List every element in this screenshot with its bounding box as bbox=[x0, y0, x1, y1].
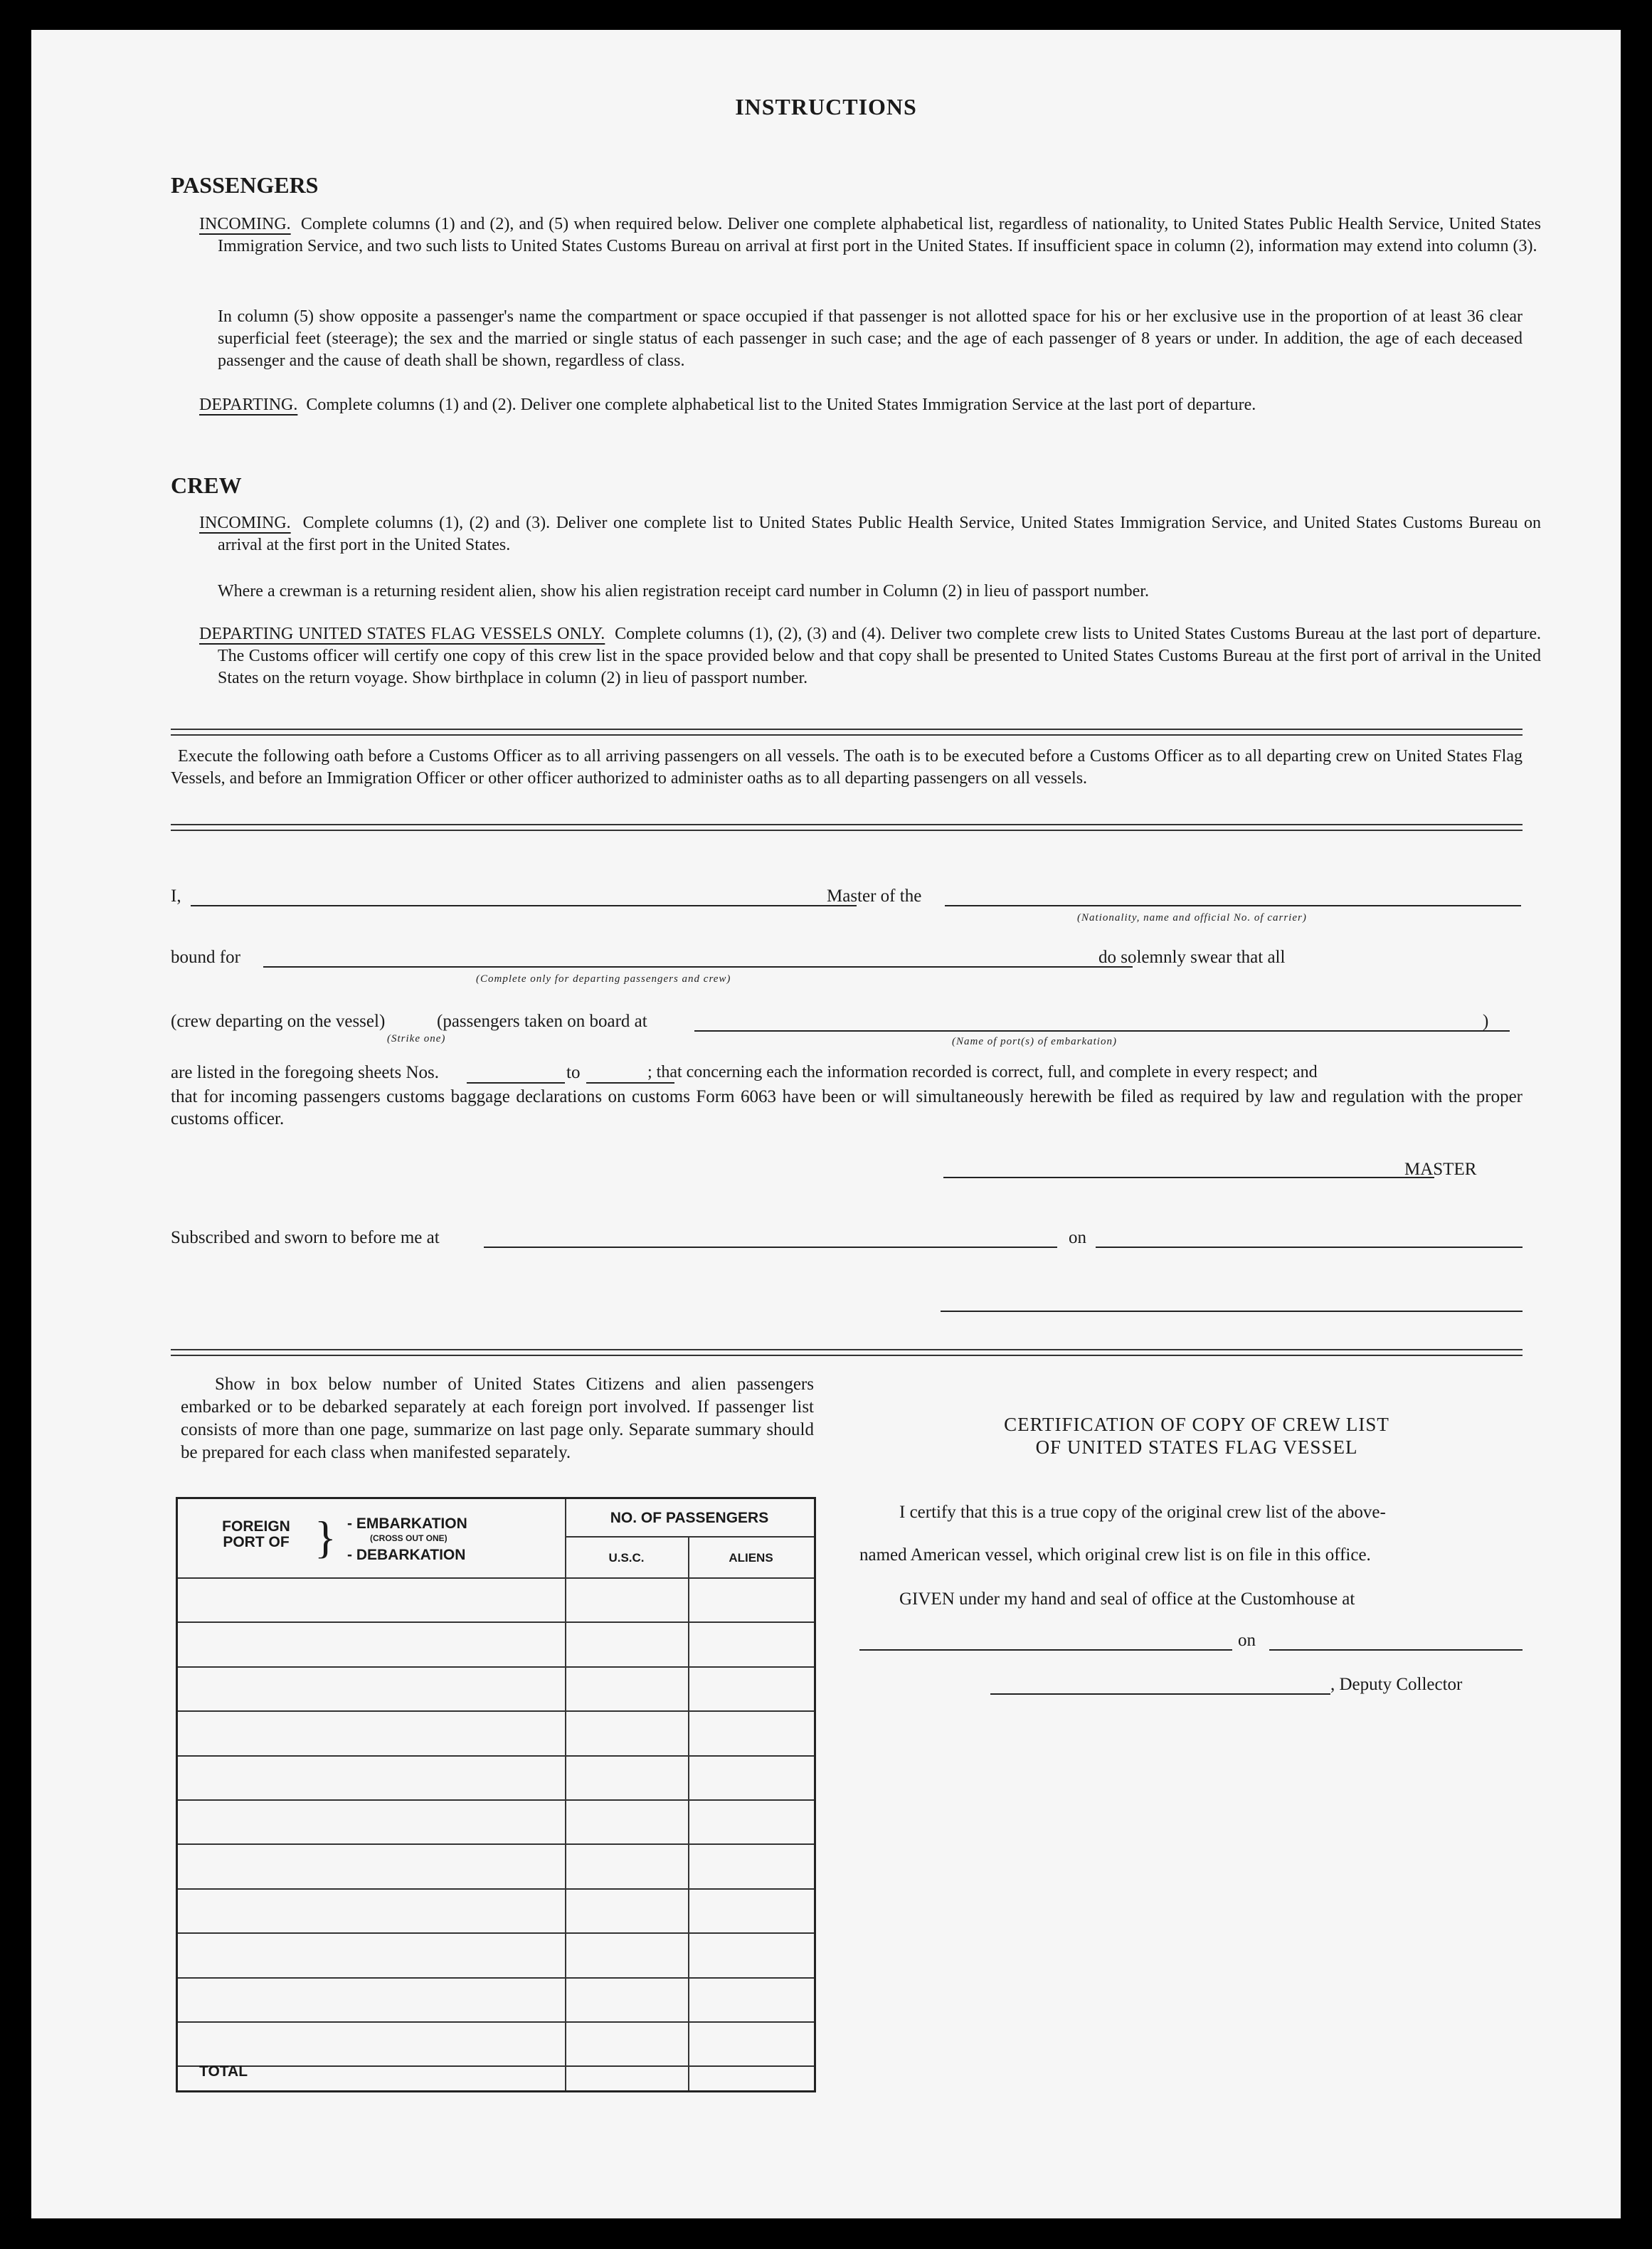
section-divider bbox=[171, 729, 1523, 736]
aliens-header: ALIENS bbox=[729, 1551, 773, 1565]
crew-departing-label: DEPARTING UNITED STATES FLAG VESSELS ONLY. bbox=[199, 625, 605, 643]
passengers-header: NO. OF PASSENGERS bbox=[610, 1510, 769, 1526]
certification-title-line-1: CERTIFICATION OF COPY OF CREW LIST bbox=[1004, 1414, 1389, 1435]
oath-intro: Execute the following oath before a Customs Officer as to all arriving passengers on all vessels. The oath is to be executed before a Customs Officer as to all departing crew on United States Flag Vessels, and before an Immigration Officer or other officer authorized to administer oaths as to all departing passengers on all vessels. bbox=[171, 747, 1523, 788]
deputy-signature-field[interactable] bbox=[990, 1693, 1330, 1695]
oath-listed-line-1 bbox=[171, 1063, 439, 1083]
oath-master-of: Master of the bbox=[827, 887, 922, 906]
oath-on: on bbox=[1069, 1228, 1086, 1247]
passengers-column5-paragraph: In column (5) show opposite a passenger's name the compartment or space occupied if that passenger is not allotted space for his or her exclusive use in the proportion of at least 36 clear superficial feet (steerage); the sex and the married or single status of each passenger in such case; and the age of each passenger of 8 years or under. In addition, the age of each deceased passenger and the cause of death shall be shown, regardless of class. bbox=[218, 307, 1523, 370]
crew-heading: CREW bbox=[171, 472, 242, 498]
embarkation-ports-field[interactable] bbox=[694, 1030, 1510, 1032]
crew-resident-paragraph: Where a crewman is a returning resident alien, show his alien registration receipt card number in Column (2) in lieu of passport number. bbox=[218, 582, 1149, 600]
oath-crew-departing: (crew departing on the vessel) bbox=[171, 1012, 386, 1031]
certification-title-line-2: OF UNITED STATES FLAG VESSEL bbox=[1035, 1436, 1358, 1458]
table-row-line bbox=[178, 1710, 814, 1712]
oath-swear: do solemnly swear that all bbox=[1098, 948, 1286, 967]
oath-listed-b: ; that concerning each the information recorded is correct, full, and complete in every respect; and bbox=[647, 1063, 1318, 1081]
table-row-line bbox=[178, 1932, 814, 1934]
crew-incoming-label: INCOMING. bbox=[199, 514, 291, 532]
strike-one-hint: (Strike one) bbox=[387, 1033, 446, 1044]
destination-hint: (Complete only for departing passengers and crew) bbox=[476, 973, 731, 985]
ports-hint: (Name of port(s) of embarkation) bbox=[952, 1036, 1117, 1047]
table-row-line bbox=[178, 1843, 814, 1845]
form-sheet bbox=[31, 30, 1621, 2218]
passengers-incoming-text: Complete columns (1) and (2), and (5) when required below. Deliver one complete alphabetical list, regardless of nationality, to United States Public Health Service, United States Immigration Service, and two such lists to United States Customs Bureau on arrival at first port in the United States. If insufficient space in column (2), information may extend into column (3). bbox=[218, 215, 1542, 255]
oath-listed-c: that for incoming passengers customs baggage declarations on customs Form 6063 have been or will simultaneously herewith be filed as required by law and regulation with the proper customs officer. bbox=[171, 1087, 1523, 1128]
crew-departing-text: Complete columns (1), (2), (3) and (4). Deliver two complete crew lists to United States Customs Bureau at the last port of departure. The Customs officer will certify one copy of this crew list in the space provided below and that copy shall be presented to United States Customs Bureau at the first port of arrival in the United States on the return voyage. Show birthplace in column (2) in lieu of passport number. bbox=[218, 625, 1541, 687]
table-row-line bbox=[178, 1799, 814, 1801]
sheets-from-field[interactable] bbox=[467, 1082, 565, 1084]
certify-line-2: named American vessel, which original crew list is on file in this office. bbox=[859, 1545, 1371, 1565]
section-divider bbox=[171, 1349, 1523, 1356]
table-row-line bbox=[178, 1666, 814, 1668]
table-column-divider bbox=[565, 1499, 566, 2090]
crew-incoming-text: Complete columns (1), (2) and (3). Deliver one complete list to United States Public Health Service, United States Immigration Service, and United States Customs Bureau on arrival at the first port in the United States. bbox=[218, 514, 1542, 554]
table-header-bottom bbox=[178, 1577, 814, 1579]
table-row-line bbox=[178, 2021, 814, 2023]
cross-out-one-note: (CROSS OUT ONE) bbox=[370, 1533, 448, 1543]
officer-signature-field[interactable] bbox=[941, 1311, 1523, 1312]
carrier-field[interactable] bbox=[945, 905, 1521, 906]
sworn-place-field[interactable] bbox=[484, 1247, 1057, 1248]
sheets-to-field[interactable] bbox=[586, 1082, 674, 1084]
oath-close-paren: ) bbox=[1483, 1012, 1489, 1031]
passengers-departing-label: DEPARTING. bbox=[199, 396, 298, 414]
table-header-divider bbox=[565, 1536, 814, 1538]
master-signature-field[interactable] bbox=[943, 1177, 1434, 1178]
passengers-incoming-paragraph bbox=[199, 213, 1541, 258]
passengers-heading: PASSENGERS bbox=[171, 172, 319, 198]
passengers-departing-text: Complete columns (1) and (2). Deliver one complete alphabetical list to the United States Immigration Service at the last port of departure. bbox=[306, 396, 1256, 414]
oath-passengers-taken: (passengers taken on board at bbox=[437, 1012, 647, 1031]
certification-on: on bbox=[1238, 1631, 1256, 1650]
page-title: INSTRUCTIONS bbox=[735, 94, 917, 120]
certify-line-1: I certify that this is a true copy of the original crew list of the above- bbox=[899, 1503, 1386, 1522]
table-row-line bbox=[178, 2065, 814, 2067]
passengers-departing-paragraph bbox=[199, 394, 1541, 416]
deputy-collector-label: , Deputy Collector bbox=[1330, 1675, 1463, 1694]
master-label: MASTER bbox=[1404, 1160, 1477, 1179]
embarkation-option[interactable]: - EMBARKATION bbox=[347, 1515, 467, 1532]
summary-instructions: Show in box below number of United States Citizens and alien passengers embarked or to be debarked separately at each foreign port involved. If passenger list consists of more than one page, summarize on last page only. Separate summary should be prepared for each class when manifested separately. bbox=[181, 1375, 814, 1462]
master-name-field[interactable] bbox=[191, 905, 857, 906]
brace-icon: } bbox=[314, 1512, 337, 1562]
crew-departing-paragraph bbox=[199, 623, 1541, 689]
carrier-hint: (Nationality, name and official No. of carrier) bbox=[1077, 912, 1307, 924]
total-label: TOTAL bbox=[199, 2063, 248, 2080]
oath-listed-a: are listed in the foregoing sheets Nos. bbox=[171, 1063, 439, 1082]
section-divider bbox=[171, 824, 1523, 831]
table-row-line bbox=[178, 1888, 814, 1890]
table-row-line bbox=[178, 1977, 814, 1979]
oath-subscribed: Subscribed and sworn to before me at bbox=[171, 1228, 440, 1247]
passenger-summary-table bbox=[176, 1497, 816, 2092]
passengers-incoming-label: INCOMING. bbox=[199, 215, 291, 233]
certification-date-field[interactable] bbox=[1269, 1649, 1523, 1651]
port-label: FOREIGN PORT OF bbox=[222, 1518, 290, 1550]
oath-listed-to: to bbox=[566, 1063, 581, 1082]
oath-i-label: I, bbox=[171, 887, 181, 906]
debarkation-option[interactable]: - DEBARKATION bbox=[347, 1547, 466, 1563]
table-row-line bbox=[178, 1755, 814, 1757]
table-row-line bbox=[178, 1621, 814, 1623]
certification-title bbox=[871, 1413, 1523, 1459]
sworn-date-field[interactable] bbox=[1096, 1247, 1523, 1248]
certification-given: GIVEN under my hand and seal of office at the Customhouse at bbox=[899, 1589, 1355, 1609]
destination-field[interactable] bbox=[263, 966, 1133, 968]
oath-bound-for: bound for bbox=[171, 948, 240, 967]
table-column-divider bbox=[688, 1536, 689, 2090]
crew-incoming-paragraph bbox=[199, 512, 1541, 556]
usc-header: U.S.C. bbox=[608, 1551, 645, 1565]
customhouse-field[interactable] bbox=[859, 1649, 1232, 1651]
